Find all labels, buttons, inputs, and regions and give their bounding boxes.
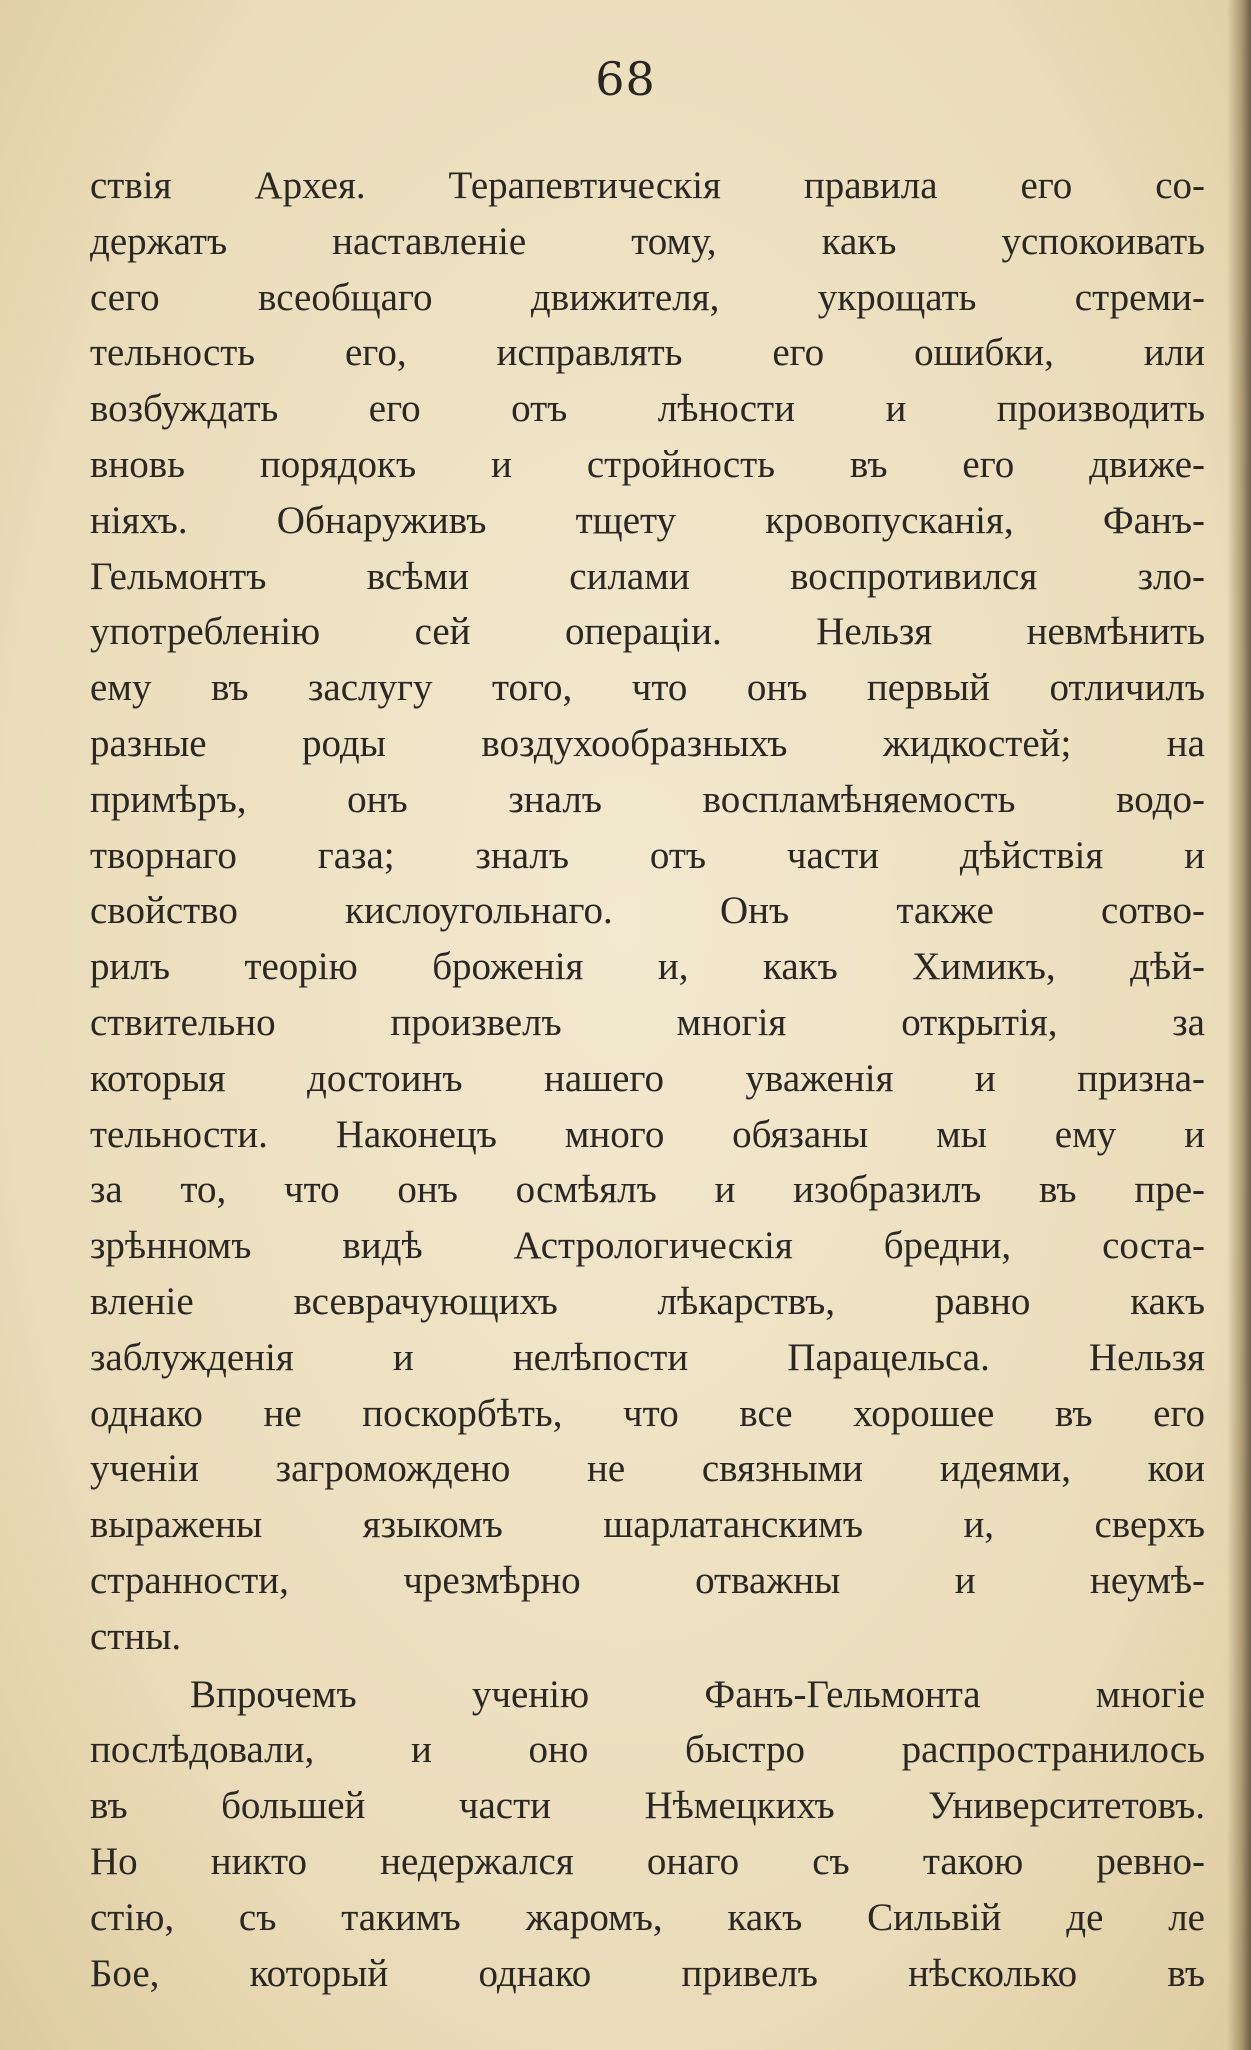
- text-line: рилъ теорію броженія и, какъ Химикъ, дѣй-: [90, 945, 1205, 989]
- page-number: 68: [595, 52, 656, 106]
- text-line: однако не поскорбѣть, что все хорошее въ его: [90, 1391, 1205, 1435]
- text-line: употребленію сей операціи. Нельзя невмѣнить: [90, 610, 1205, 654]
- text-line: выражены языкомъ шарлатанскимъ и, сверхъ: [90, 1503, 1205, 1547]
- text-line: творнаго газа; зналъ отъ части дѣйствія и: [90, 833, 1205, 877]
- text-line: ствительно произвелъ многія открытія, за: [90, 1000, 1205, 1044]
- text-line: заблужденія и нелѣпости Парацельса. Нельзя: [90, 1335, 1205, 1379]
- text-line: вновь порядокъ и стройность въ его движе-: [90, 442, 1205, 486]
- text-line: послѣдовали, и оно быстро распространилось: [90, 1728, 1205, 1772]
- text-line: тельности. Наконецъ много обязаны мы ему и: [90, 1112, 1205, 1156]
- text-line: въ большей части Нѣмецкихъ Университетовъ.: [90, 1784, 1205, 1828]
- text-line: Бое, который однако привелъ нѣсколько въ: [90, 1951, 1205, 1995]
- text-line: ніяхъ. Обнаруживъ тщету кровопусканія, Фанъ-: [90, 498, 1205, 542]
- text-line: возбуждать его отъ лѣности и производить: [90, 387, 1205, 431]
- text-line: примѣръ, онъ зналъ воспламѣняемость водо-: [90, 777, 1205, 821]
- text-line: Впрочемъ ученію Фанъ-Гельмонта многіе: [190, 1672, 1205, 1716]
- text-line: за то, что онъ осмѣялъ и изобразилъ въ пре-: [90, 1168, 1205, 1212]
- text-line: свойство кислоугольнаго. Онъ также сотво-: [90, 889, 1205, 933]
- text-line: стію, съ такимъ жаромъ, какъ Сильвій де ле: [90, 1895, 1205, 1939]
- text-line: держатъ наставленіе тому, какъ успокоивать: [90, 219, 1205, 263]
- text-line: зрѣнномъ видѣ Астрологическія бредни, соста-: [90, 1224, 1205, 1268]
- text-line: ученіи загромождено не связными идеями, кои: [90, 1447, 1205, 1491]
- text-line: Гельмонтъ всѣми силами воспротивился зло-: [90, 554, 1205, 598]
- text-line: сего всеобщаго движителя, укрощать стреми-: [90, 275, 1205, 319]
- page-edge-shadow: [1227, 0, 1251, 2050]
- text-line: странности, чрезмѣрно отважны и неумѣ-: [90, 1558, 1205, 1602]
- text-line: разные роды воздухообразныхъ жидкостей; на: [90, 721, 1205, 765]
- text-line: тельность его, исправлять его ошибки, или: [90, 331, 1205, 375]
- text-line: ствія Архея. Терапевтическія правила его со-: [90, 164, 1205, 207]
- text-line: ему въ заслугу того, что онъ первый отличилъ: [90, 666, 1205, 710]
- text-line: стны.: [90, 1614, 182, 1658]
- text-line: которыя достоинъ нашего уваженія и призна-: [90, 1056, 1205, 1100]
- body-text: [90, 158, 1205, 2001]
- text-line: вленіе всеврачующихъ лѣкарствъ, равно какъ: [90, 1279, 1205, 1323]
- text-line: Но никто недержался онаго съ такою ревно-: [90, 1839, 1205, 1883]
